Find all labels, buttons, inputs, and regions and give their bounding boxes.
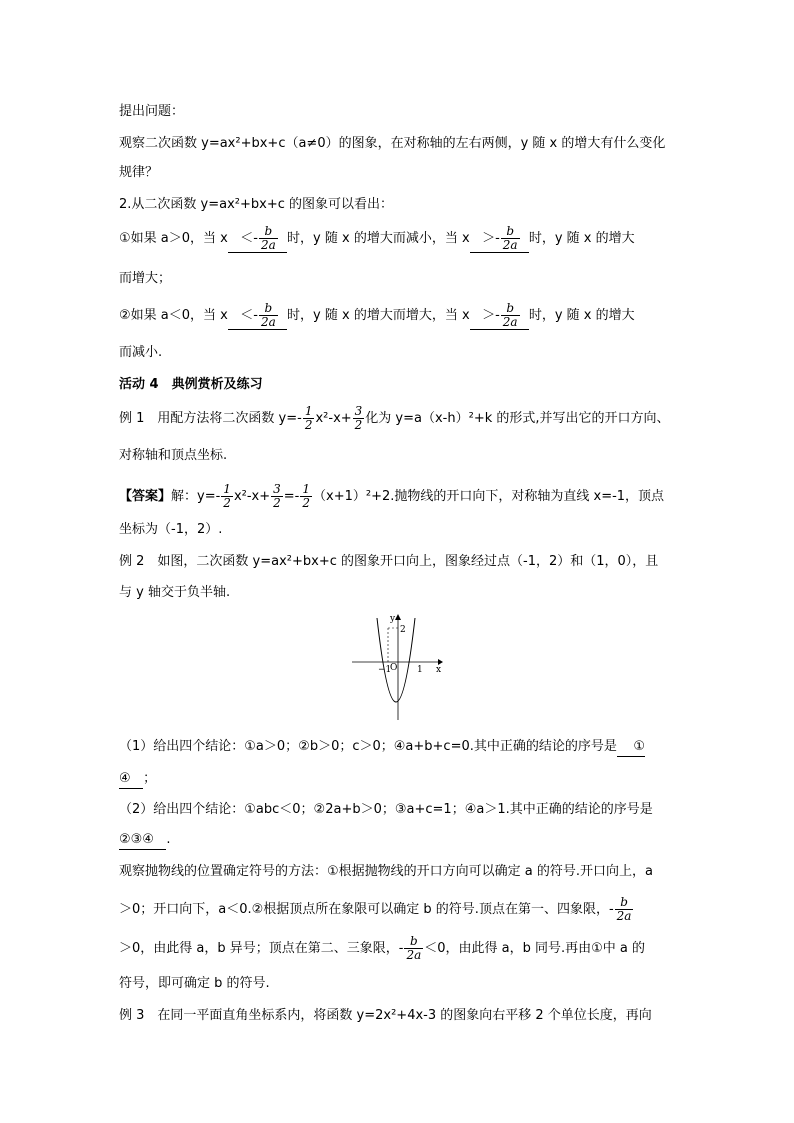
rule-a-negative: ②如果 a＜0，当 x ＜- $\frac{b}{2a}$ 时，y 随 x 的增大而增大，当 x ＞- $\frac{b}{2a}$ 时，y 随 x 的增大 (119, 301, 635, 329)
rule-a-positive: ①如果 a＞0，当 x ＜- $\frac{b}{2a}$ 时，y 随 x 的增大而减小，当 x ＞- $\frac{b}{2a}$ 时，y 随 x 的增大 (119, 224, 635, 252)
question-1: （1）给出四个结论：①a＞0；②b＞0；c＞0；④a+b+c=0.其中正确的结论的序号是 ① (119, 738, 645, 757)
example-2-2: 与 y 轴交于负半轴. (119, 585, 231, 600)
x-axis-label: x (436, 665, 442, 675)
y-axis-arrow (395, 614, 401, 620)
tick-1: 1 (417, 665, 423, 675)
example-1-2: 对称轴和顶点坐标. (119, 448, 228, 463)
question-1-2: ④ ； (119, 770, 156, 789)
ask-heading: 提出问题： (119, 104, 185, 119)
method-1: 观察抛物线的位置确定符号的方法：①根据抛物线的开口方向可以确定 a 的符号.开口向上，a (119, 864, 653, 879)
activity-4-heading: 活动 4 典例赏析及练习 (119, 377, 263, 392)
origin-label: O (390, 663, 398, 673)
tick-neg1: −1 (378, 665, 392, 675)
example-3: 例 3 在同一平面直角坐标系内，将函数 y=2x²+4x-3 的图象向右平移 2 个单位长度，再向 (119, 1008, 652, 1023)
rule-a-negative-2: 而减小. (119, 345, 163, 360)
tick-2: 2 (400, 625, 406, 635)
rule-a-positive-2: 而增大； (119, 271, 172, 286)
summary-intro: 2.从二次函数 y=ax²+bx+c 的图象可以看出： (119, 197, 394, 212)
answer-1: 【答案】解：y=- $\frac{1}{2}$ x²-x+ $\frac{3}{2}$ =- $\frac{1}{2}$ （x+1）²+2.抛物线的开口向下，对称轴为直线 x=-1，顶点 (119, 482, 665, 510)
method-2: ＞0；开口向下，a＜0.②根据顶点所在象限可以确定 b 的符号.顶点在第一、四象限，- $\frac{b}{2a}$ (119, 895, 632, 923)
example-2: 例 2 如图，二次函数 y=ax²+bx+c 的图象开口向上，图象经过点（-1，2）和（1，0），且 (119, 554, 659, 569)
example-1: 例 1 用配方法将二次函数 y=- $\frac{1}{2}$ x²-x+ $\frac{3}{2}$ 化为 y=a（x-h）²+k 的形式,并写出它的开口方向、 (119, 404, 670, 432)
method-3: ＞0，由此得 a，b 异号；顶点在第二、三象限，- $\frac{b}{2a}$ ＜0，由此得 a，b 同号.再由①中 a 的 (119, 934, 646, 962)
parabola-curve (377, 618, 415, 702)
ask-text: 观察二次函数 y=ax²+bx+c（a≠0）的图象，在对称轴的左右两侧，y 随 x 的增大有什么变化 (119, 136, 666, 151)
method-4: 符号，即可确定 b 的符号. (119, 976, 270, 991)
question-2-2: ②③④ . (119, 831, 171, 850)
answer-1-2: 坐标为（-1，2）. (119, 522, 223, 537)
ask-text-2: 规律？ (119, 165, 159, 180)
question-2: （2）给出四个结论：①abc＜0；②2a+b＞0；③a+c=1；④a＞1.其中正确的结论的序号是 (119, 802, 653, 817)
y-axis-label: y (390, 614, 396, 624)
parabola-figure (350, 612, 445, 724)
